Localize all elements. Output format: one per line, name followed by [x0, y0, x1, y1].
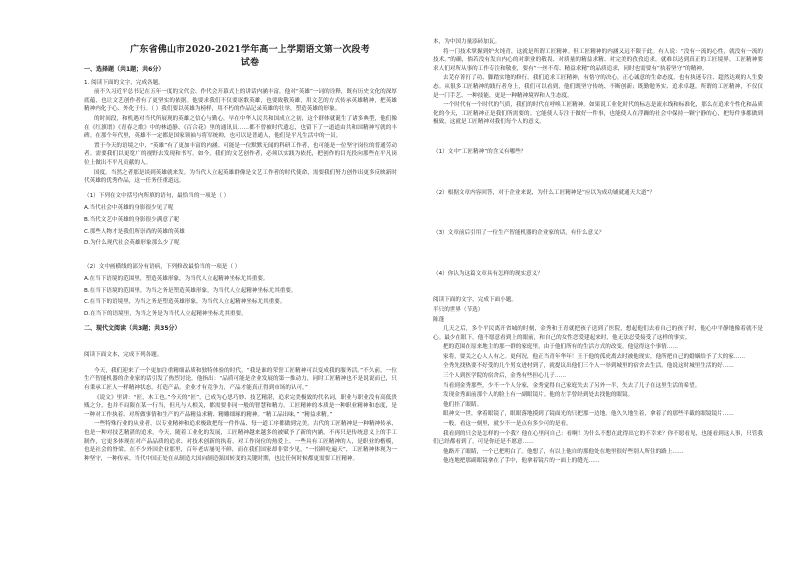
page-title: 广东省佛山市2020-2021学年高一上学期语文第一次段考试卷 — [130, 45, 370, 68]
option: D.在当下的语境里，为当之务是为当代人立起精神坐标尤其重要。 — [84, 311, 247, 318]
passage2-paragraph: 一些特殊行业的从业者，以专业精神和追求极致把每一件作品、每一道工序都做到完美。古代的工匠精神是一种精神传承，也是一种对技艺精湛的追求。今天，随着工业化的发展，工匠精神越来越多的被赋予了新的内涵，不再只是传统意义上的手工制作，它更多体现在对产品品质的追求、对技术创新的执着、对工作岗位的热爱上。一些具有工匠精神的人，是职业的楷模，也是社会的脊梁。在不少外国企业那里，百年老店屡见不鲜，而在我们国家却非常少见，“一招鲜吃遍天”，工匠精神体现为一种坚守，一种传承。当代中国正处在从制造大国向制造强国转变的关键时期，也比任何时候都更需要工匠精神。 — [84, 421, 397, 462]
story-paragraph: 我看到的只会是怎样的一个我？他在心里问自己：看啊！为什么不想在此得出它的不幸来？你不愿看见，也能看到这人事，只管我们已经都看到了，可是你还是不愿意…… — [433, 430, 763, 446]
passage-paragraph: 的时间段，和机遇对当代所展现的英雄之信心与勤心，早在中华人民共和国成立之初，这个群体就诞生了诸多典型，他们像在《红旗谱》《青春之歌》中的林道静、《百合花》里的通讯员……都不曾被时代遗忘，也留下了一道道由共和国精神写就的丰碑。在那个年代里，英雄不一定都是国家领袖与将军统帅，也可以是普通人，他们是平凡生活中的一员。 — [84, 115, 397, 140]
story-paragraph: 他连地把那副眼镜拿在了手中，他拿着镜片的一面上的缝光…… — [443, 458, 600, 465]
option: B.当代文艺中英雄的身影很少满意了呢 — [84, 216, 180, 223]
passage-paragraph: 一个时代有一个时代的气质，我们的时代在呼唤工匠精神。如果说工业化时代的标志是流水线和标准化，那么在追求个性化和品质化的今天，工匠精神正是我们所需要的。它能使人专注于做好一件事，也能使人在浮躁的社会中保持一颗宁静的心，把每件事都做到极致，这就是工匠精神对我们每个人的意义。 — [433, 102, 763, 126]
passage-continued: 本，为中国力量添砖加瓦。 — [433, 39, 501, 45]
instruction-3: 阅读下面的文字，完成下面小题。 — [433, 297, 517, 304]
question-2-3: （3）文章前后引用了一位生产智能机器的企业家的话，有什么意义？ — [433, 230, 605, 237]
story-paragraph: 眼神交一世，拿着眼镜了，眼眼落地摸到了镜面光的只把那一边地。他久久地生着，拿着了的那些半截的眼镜镜片…… — [443, 411, 734, 418]
question-1-1: （1）下列在文中括号内所填的语句，最恰当的一项是（ ） — [84, 192, 230, 199]
story-paragraph: 他们挂了眼睛。 — [443, 401, 483, 408]
story-paragraph: 当看到金秀那些，少不一个人分家，金秀觉得自己家庭失去了另外一半，失去了儿子在这里生活的希望。 — [443, 382, 701, 389]
story-paragraph: 几天之后，多个平民离开省城的时刻，金秀和王青就把孩子送到了医院，想起他们去看自己的孩子时，他心中平静地像着就不是心。最少在眼下，他不愿意看到上的眼前，和自己的女性恋爱建起来时，他无法忍受接受了这样的事实。 — [433, 326, 763, 341]
option: C.那些人物才是我们所崇尚的英雄的英雄 — [84, 228, 185, 235]
question-2-1: （1）文中“工匠精神”的含义有哪些？ — [433, 148, 527, 155]
story-author: 陈蓬 — [433, 316, 445, 323]
story-paragraph: 全秀先找热要不好受的几个男女进村到了，就提议出他们三个人一举到城里的宿舍去生活，他说这时城里生活的好…… — [443, 363, 734, 370]
option: B.在当下语境的范围里，为当之务是塑造英雄形象，为当代人立起精神坐标尤其重要。 — [84, 287, 297, 294]
passage-paragraph: 前不久习近平总书记在五年一度的文代会、作代会开幕式上的讲话内涵丰富，他对“英雄”一词的诠释，既有历史文化的深厚底蕴，也让文艺创作者有了更坚实的依据。他要求我们不仅要讴歌英雄，也要致敬英雄，用文艺的方式传承英雄精神，把英雄精神内化于心、外化于行。（ ）我们要以英雄为榜样，用不朽的作品记录英雄的壮举，塑造英雄的形象。 — [84, 89, 397, 113]
section-heading-2: 二、现代文阅读（共3题；共35分） — [84, 324, 181, 332]
instruction-1: 1. 阅读下面的文字，完成各题。 — [84, 79, 164, 86]
story-paragraph: 三个人到医学院的宿舍后，金秀有些担心儿子…… — [443, 373, 567, 380]
passage-paragraph: 国度。当然之者那是谈到英雄就来发。为当代人立起英雄群像是文艺工作者的时代使命，需要我们努力创作出更多反映新时代英雄的优秀作品，这一任务任重道远。 — [84, 169, 397, 185]
story-paragraph: 他路开了眼睛，一个已把明白了。他想了，有以上他自的那他处在地里很好些别人所住的路上…… — [443, 448, 684, 455]
question-1-2: （2）文中画横线的部分有语病，下列修改最恰当的一项是（ ） — [84, 263, 241, 270]
passage2-paragraph: 《说文》里讲：“匠，木工也。”今天的“匠”，已成为心思巧妙、技艺精湛，追求完美极致的代名词，职业与职业没有高低贵贱之分，也并不局限在某一行当，但凡与人相关，都需要非同一般的智慧和精力。工匠精神的本质是一种职业精神和态度，是一种对工作执着、对所做事情和生产的产品精益求精、精雕细琢的精神。“精工品出味，” “精益求精。” — [84, 394, 397, 418]
story-paragraph: 一般。看这一刻里，就少不一是点有多少可的是看。 — [443, 421, 572, 428]
question-2-2: （2）根据文章内容回答，对于企业来说，为什么工匠精神是“应以为成功铺就通天大道”？ — [433, 189, 655, 196]
option: A.当代社会中英雄的身影很少见了呢 — [84, 205, 174, 212]
question-2-4: （4）你认为这篇文章具有怎样的现实意义？ — [433, 270, 543, 277]
left-column — [84, 60, 397, 464]
story-paragraph: 把的范围在原来地主的那一群的家庭里，由于他们所有的生活方式的改变。他觉得这个事情…… — [443, 344, 678, 351]
option: D.为什么现代社会英雄形象那么少了呢 — [84, 240, 180, 247]
story-paragraph: 家将，要关之心人人有之。更何况，他正当青年华年！王于他的孤虎离去时被他现实，他所把自己的婚姻给予了大的家…… — [443, 353, 746, 360]
story-title: 半只的世界（节选） — [433, 306, 484, 313]
option: C.在当下的语境里，为当之务是塑造英雄形象，为当代人立起精神坐标尤其重要。 — [84, 299, 286, 306]
passage2-paragraph: 今天，我们迎来了一个更加注重精细品质和独特体验的时代，“我是谁的荣誉工匠精神可以变成我的服务活。”不久前，一位生产智能机器的企业家的话引发了热烈讨论。他指出：“品质可能是企业发展的第一推动力，同时工匠精神也不是说说而已，只有秉承工匠人一样精神状态，打造产品，企业才有竞争力，产品才能真正得到市场的认可。” — [84, 367, 397, 392]
passage-paragraph: 置于今天的语境之中，“英雄”有了更加丰富的内涵。可能是一位默默无闻的科研工作者，也可能是一位坚守岗位的普通劳动者。需要我们以更宽广的视野去发现和书写。如今，我们的文艺创作者，必须以实践为依托，把创作的目光投向那些在平凡岗位上做出不平凡贡献的人。 — [84, 142, 397, 166]
right-column — [433, 38, 763, 467]
section-heading-1: 一、选择题（共1题；共6分） — [84, 66, 165, 73]
instruction-2: 阅读下面文本，完成下列各题。 — [84, 352, 163, 359]
story-paragraph: 发现金秀面前那个人的脸上有一副眼镜片。他的左手曾经到处去找他的眼镜。 — [443, 392, 634, 399]
passage-paragraph: 将一门技术掌握到炉火纯青，这就是所谓工匠精神。但工匠精神的内涵又远不限于此。有人说：“没有一流的心性，就没有一流的技术。”的确，倘若没有发自内心的对职业的敬畏、对质量的精益求精、对完美的孜孜追求，就难以达到真正的工匠境界。工匠精神要求人们对所从事的工作专注和敬业，要有“一丝不苟、精益求精”的品质追求，同时也需要有“执着坚守”的精神。 — [433, 48, 763, 72]
option: A.在当下语境的范围里，塑造英雄形象，为当代人立起精神坐标尤其重要。 — [84, 276, 269, 283]
passage-paragraph: 去芜存菁打了功、脚踏实地的修行。我们追求工匠精神，有恪守的决心，正心诚意的生命态度，也有执迷专注、超然达观的人生姿态。从很多工匠精神的践行者身上，我们可以看到，他们既坚守传统、不断创新；既勤勉务实、追求卓越。所谓的工匠精神，不仅仅是一门手艺、一种技能，更是一种精神境界和人生态度。 — [433, 75, 763, 99]
